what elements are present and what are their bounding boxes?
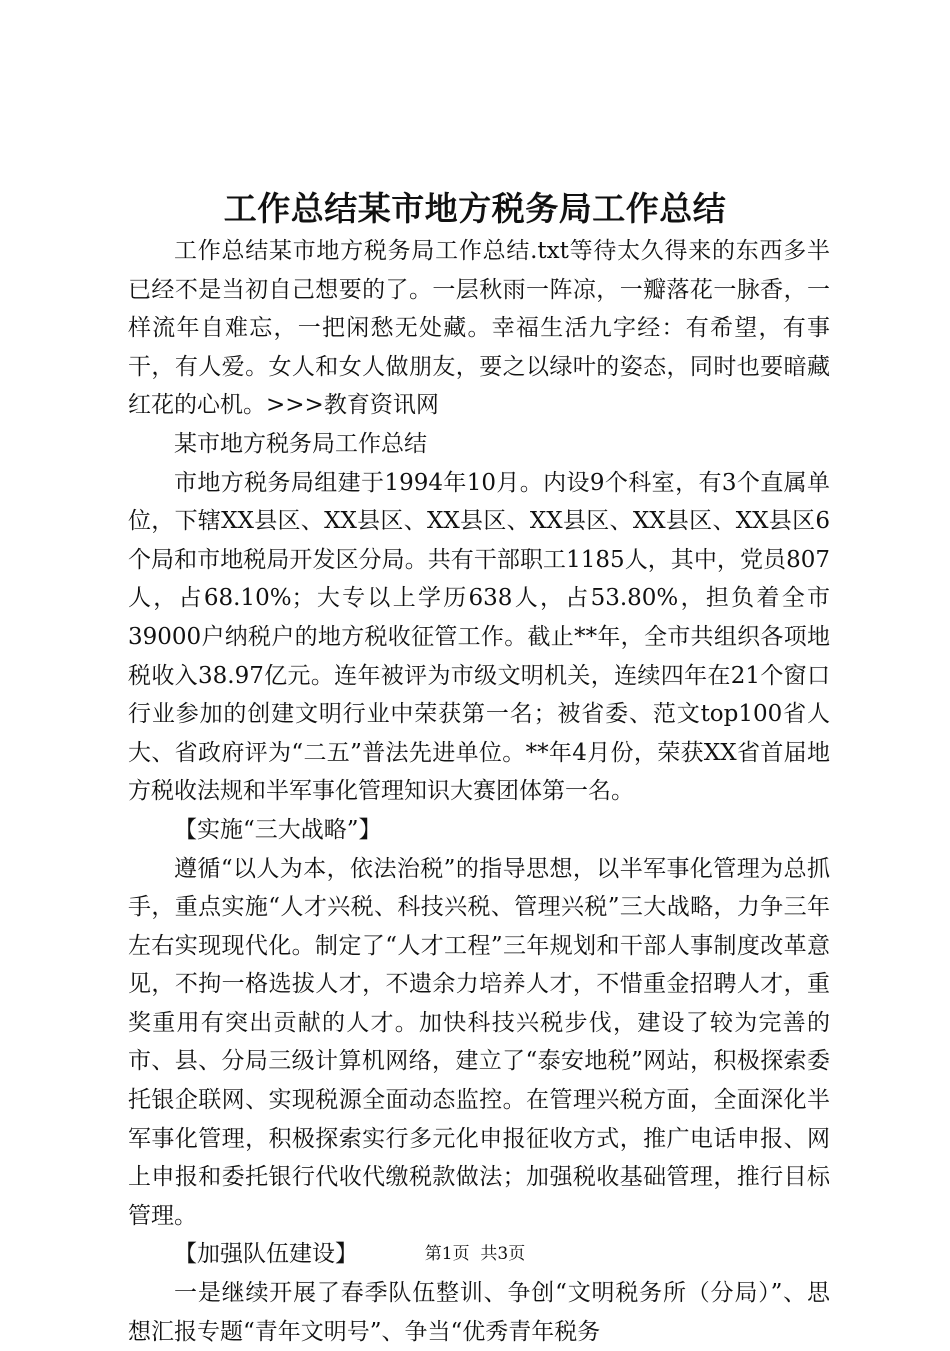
paragraph-strategy: 遵循“以人为本，依法治税”的指导思想，以半军事化管理为总抓手，重点实施“人才兴税、科技兴税、管理兴税”三大战略，力争三年左右实现现代化。制定了“人才工程”三年规划和干部人事制度改革意见，不拘一格选拔人才，不遗余力培养人才，不惜重金招聘人才，重奖重用有突出贡献的人才。加快科技兴税步伐，建设了较为完善的市、县、分局三级计算机网络，建立了“泰安地税”网站，积极探索委托银企联网、实现税源全面动态监控。在管理兴税方面，全面深化半军事化管理，积极探索实行多元化申报征收方式，推广电话申报、网上申报和委托银行代收代缴税款做法；加强税收基础管理，推行目标管理。	[128, 855, 830, 1229]
page-total: 共3页	[480, 1244, 526, 1264]
document-title: 工作总结某市地方税务局工作总结	[223, 189, 727, 228]
section-heading-team: 【加强队伍建设】	[174, 1241, 358, 1268]
document-body	[128, 232, 830, 1351]
page-number: 第1页	[424, 1244, 470, 1264]
paragraph-intro: 工作总结某市地方税务局工作总结.txt等待太久得来的东西多半已经不是当初自己想要的了。一层秋雨一阵凉，一瓣落花一脉香，一样流年自难忘，一把闲愁无处藏。幸福生活九字经：有希望，有事干，有人爱。女人和女人做朋友，要之以绿叶的姿态，同时也要暗藏红花的心机。>>>教育资讯网	[128, 238, 830, 419]
section-heading-strategy: 【实施“三大战略”】	[174, 816, 382, 843]
paragraph-overview: 市地方税务局组建于1994年10月。内设9个科室，有3个直属单位，下辖XX县区、XX县区、XX县区、XX县区、XX县区、XX县区6个局和市地税局开发区分局。共有干部职工1185人，其中，党员807人，占68.10%；大专以上学历638人，占53.80%，担负着全市39000户纳税户的地方税收征管工作。截止**年，全市共组织各项地税收入38.97亿元。连年被评为市级文明机关，连续四年在21个窗口行业参加的创建文明行业中荣获第一名；被省委、范文top100省人大、省政府评为“二五”普法先进单位。**年4月份，荣获XX省首届地方税收法规和半军事化管理知识大赛团体第一名。	[128, 469, 830, 805]
paragraph-subtitle: 某市地方税务局工作总结	[174, 430, 427, 457]
page-footer	[0, 1242, 950, 1266]
paragraph-team: 一是继续开展了春季队伍整训、争创“文明税务所（分局）”、思想汇报专题“青年文明号”、争当“优秀青年税务	[128, 1280, 830, 1345]
